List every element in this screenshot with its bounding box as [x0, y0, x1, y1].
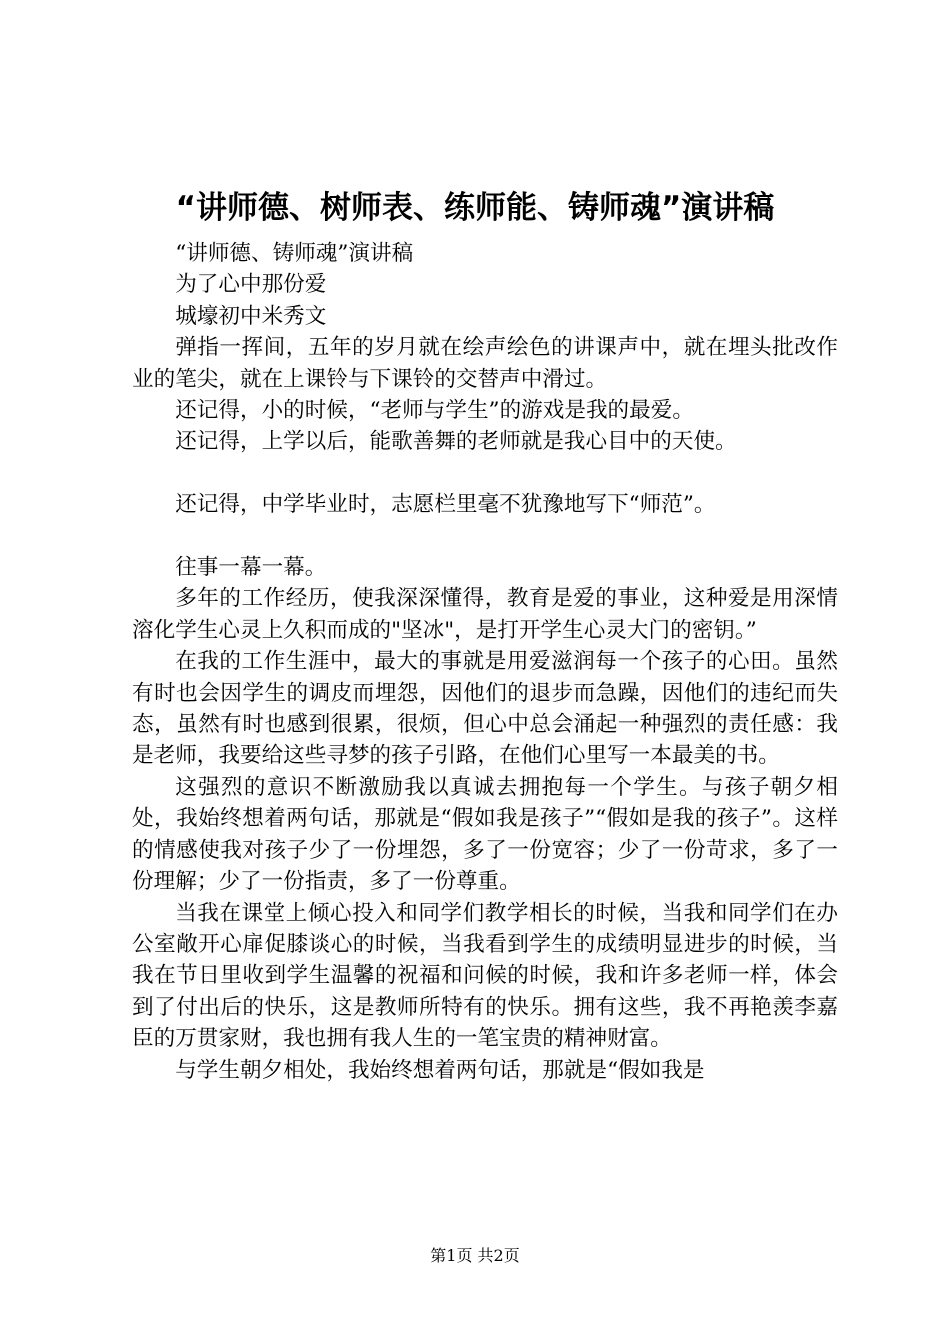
paragraph: 在我的工作生涯中，最大的事就是用爱滋润每一个孩子的心田。虽然有时也会因学生的调皮而埋怨，因他们的退步而急躁，因他们的违纪而失态，虽然有时也感到很累，很烦，但心中总会涌起一种强烈的责任感：我是老师，我要给这些寻梦的孩子引路，在他们心里写一本最美的书。: [132, 649, 838, 769]
paragraph: 还记得，中学毕业时，志愿栏里毫不犹豫地写下“师范”。: [175, 492, 716, 518]
speech-heading: 为了心中那份爱: [175, 272, 327, 298]
paragraph: 还记得，上学以后，能歌善舞的老师就是我心目中的天使。: [175, 429, 737, 455]
paragraph: 多年的工作经历，使我深深懂得，教育是爱的事业，这种爱是用深情溶化学生心灵上久积而成的"坚冰"，是打开学生心灵大门的密钥。”: [132, 586, 838, 643]
paragraph: 这强烈的意识不断激励我以真诚去拥抱每一个学生。与孩子朝夕相处，我始终想着两句话，那就是“假如我是孩子”“假如是我的孩子”。这样的情感使我对孩子少了一份埋怨，多了一份宽容；少了一份苛求，多了一份理解；少了一份指责，多了一份尊重。: [132, 774, 838, 895]
author-line: 城壕初中米秀文: [175, 303, 327, 329]
paragraph: 与学生朝夕相处，我始终想着两句话，那就是“假如我是: [175, 1057, 705, 1083]
paragraph: 往事一幕一幕。: [175, 555, 327, 581]
paragraph: 弹指一挥间，五年的岁月就在绘声绘色的讲课声中，就在埋头批改作业的笔尖，就在上课铃与下课铃的交替声中滑过。: [132, 335, 838, 392]
paragraph: 还记得，小的时候，“老师与学生”的游戏是我的最爱。: [175, 398, 694, 424]
page-footer: 第1页 共2页: [430, 1246, 520, 1265]
document-title: “讲师德、树师表、练师能、铸师魂”演讲稿: [175, 190, 775, 226]
paragraph: 当我在课堂上倾心投入和同学们教学相长的时候，当我和同学们在办公室敞开心扉促膝谈心的时候，当我看到学生的成绩明显进步的时候，当我在节日里收到学生温馨的祝福和问候的时候，我和许多老师一样，体会到了付出后的快乐，这是教师所特有的快乐。拥有这些，我不再艳羡李嘉臣的万贯家财，我也拥有我人生的一笔宝贵的精神财富。: [132, 900, 838, 1052]
document-body: [132, 238, 838, 1086]
speech-subtitle: “讲师德、铸师魂”演讲稿: [175, 241, 414, 266]
